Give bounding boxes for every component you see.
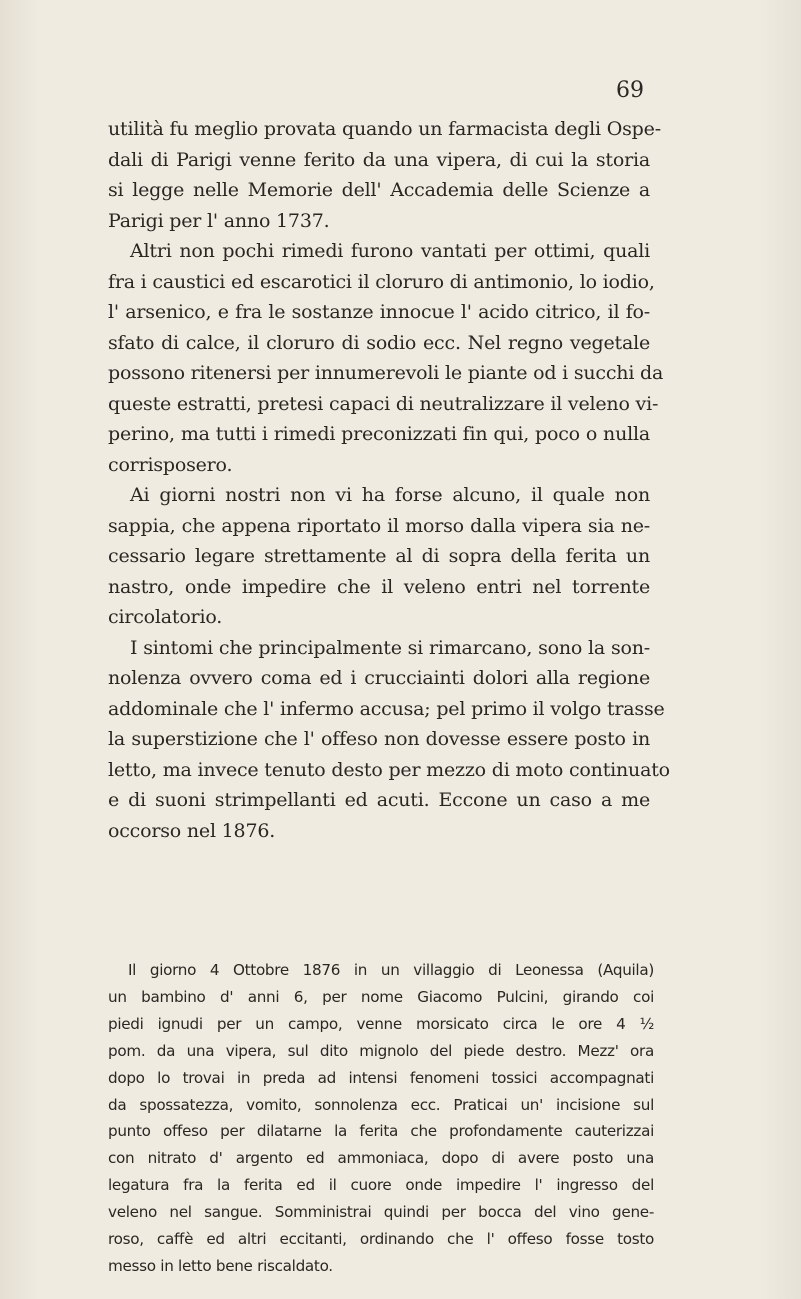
note-line: veleno nel sangue. Somministrai quindi per bocca del vino gene- — [108, 1203, 654, 1222]
text-line: utilità fu meglio provata quando un farmacista degli Ospe- — [108, 118, 661, 140]
note-line: un bambino d' anni 6, per nome Giacomo Pulcini, girando coi — [108, 987, 654, 1006]
text-line: nastro, onde impedire che il veleno entri nel torrente — [108, 575, 650, 598]
text-line: Ai giorni nostri non vi ha forse alcuno, il quale non — [130, 484, 650, 506]
text-line: dali di Parigi venne ferito da una vipera, di cui la storia — [108, 148, 650, 171]
note-line: dopo lo trovai in preda ad intensi fenomeni tossici accompagnati — [108, 1068, 654, 1087]
text-line: addominale che l' infermo accusa; pel primo il volgo trasse — [108, 697, 665, 720]
text-line: nolenza ovvero coma ed i crucciainti dolori alla regione — [108, 667, 650, 689]
note-line: da spossatezza, vomito, sonnolenza ecc. Praticai un' incisione sul — [108, 1095, 654, 1114]
text-line: letto, ma invece tenuto desto per mezzo di moto continuato — [108, 758, 670, 781]
text-line: queste estratti, pretesi capaci di neutralizzare il veleno vi- — [108, 392, 659, 415]
text-line: I sintomi che principalmente si rimarcano, sono la son- — [130, 636, 650, 659]
main-text — [108, 114, 670, 846]
note-line: messo in letto bene riscaldato. — [108, 1256, 333, 1275]
text-line: Parigi per l' anno 1737. — [108, 209, 330, 232]
text-line: possono ritenersi per innumerevoli le piante od i succhi da — [108, 362, 664, 384]
note-line: piedi ignudi per un campo, venne morsicato circa le ore 4 ½ — [108, 1014, 654, 1033]
note-line: roso, caffè ed altri eccitanti, ordinando che l' offeso fosse tosto — [108, 1230, 654, 1249]
note-line: pom. da una vipera, sul dito mignolo del piede destro. Mezz' ora — [108, 1041, 654, 1060]
text-line: circolatorio. — [108, 606, 223, 628]
case-note — [108, 957, 654, 1280]
text-line: sappia, che appena riportato il morso dalla vipera sia ne- — [108, 514, 650, 537]
text-line: e di suoni strimpellanti ed acuti. Eccone un caso a me — [108, 789, 650, 811]
note-line: Il giorno 4 Ottobre 1876 in un villaggio di Leonessa (Aquila) — [128, 961, 654, 979]
text-line: cessario legare strettamente al di sopra della ferita un — [108, 545, 650, 567]
note-line: legatura fra la ferita ed il cuore onde impedire l' ingresso del — [108, 1176, 654, 1195]
text-line: Altri non pochi rimedi furono vantati per ottimi, quali — [130, 240, 650, 262]
text-line: fra i caustici ed escarotici il cloruro di antimonio, lo iodio, — [108, 270, 655, 293]
note-line: punto offeso per dilatarne la ferita che profondamente cauterizzai — [108, 1122, 654, 1141]
text-line: perino, ma tutti i rimedi preconizzati fin qui, poco o nulla — [108, 423, 650, 445]
page-number: 69 — [616, 78, 644, 103]
text-line: occorso nel 1876. — [108, 819, 276, 842]
text-line: la superstizione che l' offeso non dovesse essere posto in — [108, 728, 650, 750]
text-line: si legge nelle Memorie dell' Accademia delle Scienze a — [108, 179, 650, 201]
text-line: l' arsenico, e fra le sostanze innocue l' acido citrico, il fo- — [108, 301, 650, 323]
note-line: con nitrato d' argento ed ammoniaca, dopo di avere posto una — [108, 1149, 654, 1168]
text-line: corrisposero. — [108, 453, 233, 476]
text-line: sfato di calce, il cloruro di sodio ecc. Nel regno vegetale — [108, 331, 650, 354]
